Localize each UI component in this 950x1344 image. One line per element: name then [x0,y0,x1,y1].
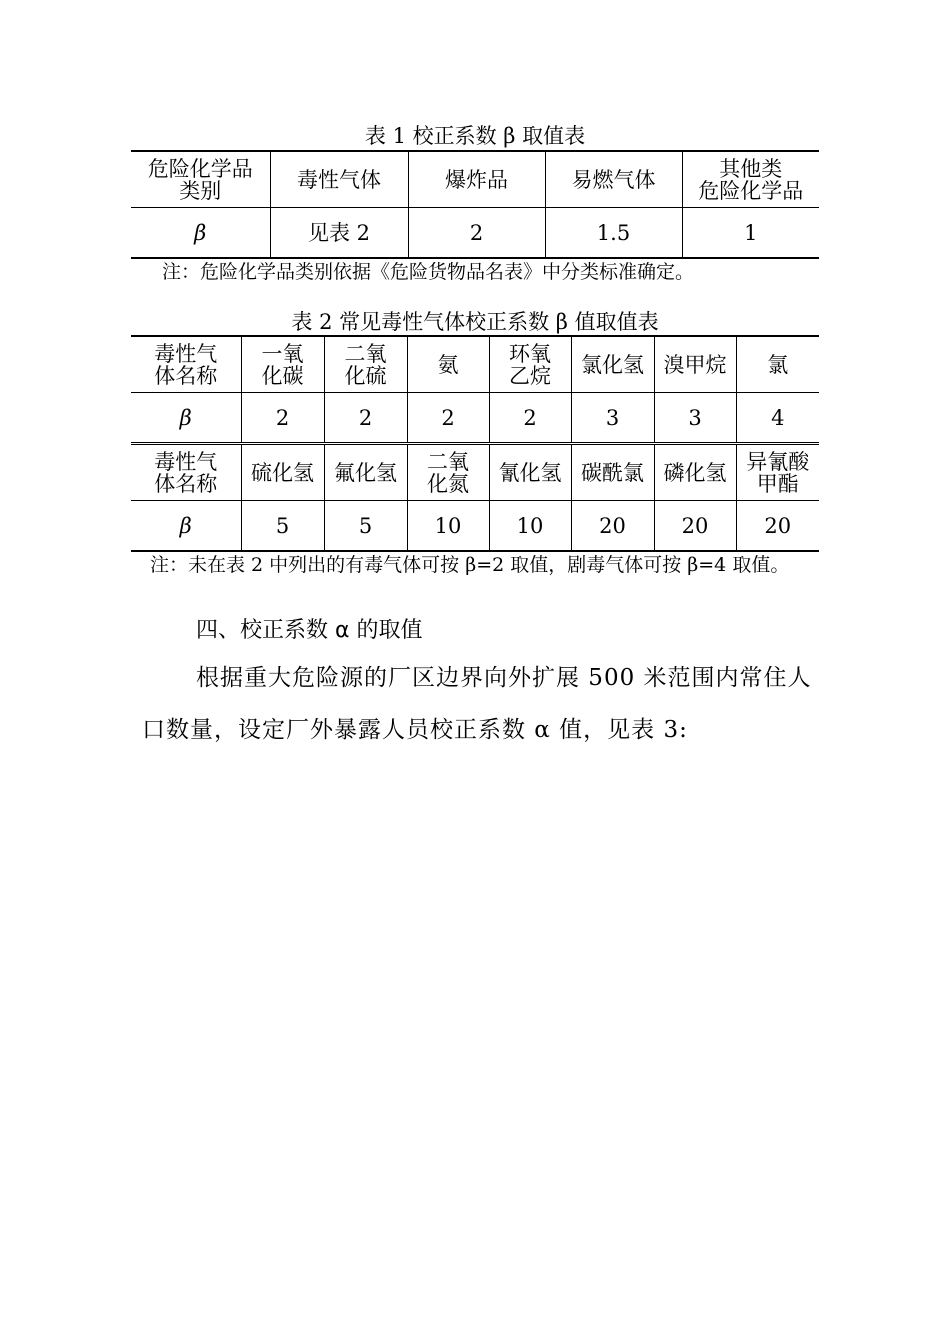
table1-header-row [131,151,819,208]
table2-name-cell: 碳酰氯 [571,444,654,501]
table1-header-cell: 危险化学品 类别 [131,151,270,208]
table2-name-cell: 磷化氢 [654,444,736,501]
table2-value-cell: 2 [241,393,324,444]
table1-note: 注：危险化学品类别依据《危险货物品名表》中分类标准确定。 [162,261,695,283]
table1-value-cell: β [131,208,270,259]
table1-caption: 表 1 校正系数 β 取值表 [364,124,586,148]
table2-name-cell: 氨 [407,336,489,393]
table2-value-cell: 2 [324,393,407,444]
table2-name-row [131,336,819,393]
table1-value-row [131,208,819,259]
table2-value-cell: β [131,393,241,444]
table2-name-cell: 异氰酸 甲酯 [736,444,819,501]
table2-value-cell: 3 [571,393,654,444]
table1-header-cell: 爆炸品 [408,151,545,208]
table2-value-cell: 5 [324,501,407,552]
table1-header-cell: 毒性气体 [270,151,408,208]
table2-name-cell: 溴甲烷 [654,336,736,393]
table2 [131,335,819,552]
table2-value-cell: 3 [654,393,736,444]
table2-name-cell: 硫化氢 [241,444,324,501]
table1-value-cell: 1.5 [545,208,682,259]
table2-name-cell: 氯 [736,336,819,393]
table2-name-cell: 氟化氢 [324,444,407,501]
table2-value-row [131,501,819,552]
table2-name-cell: 氰化氢 [489,444,571,501]
table2-name-cell: 氯化氢 [571,336,654,393]
table2-name-cell: 毒性气 体名称 [131,444,241,501]
table2-note: 注：未在表 2 中列出的有毒气体可按 β=2 取值，剧毒气体可按 β=4 取值。 [150,554,790,576]
table2-value-cell: 2 [489,393,571,444]
table2-value-cell: 4 [736,393,819,444]
table2-name-cell: 毒性气 体名称 [131,336,241,393]
table2-name-cell: 二氧 化硫 [324,336,407,393]
table2-value-cell: β [131,501,241,552]
table2-value-cell: 2 [407,393,489,444]
table2-name-cell: 环氧 乙烷 [489,336,571,393]
table2-value-cell: 10 [489,501,571,552]
table2-value-cell: 5 [241,501,324,552]
table2-value-cell: 20 [571,501,654,552]
table2-value-row [131,393,819,444]
table1-header-cell: 其他类 危险化学品 [682,151,819,208]
table1-value-cell: 1 [682,208,819,259]
table1-value-cell: 2 [408,208,545,259]
table2-value-cell: 20 [736,501,819,552]
table2-value-cell: 10 [407,501,489,552]
section-paragraph: 根据重大危险源的厂区边界向外扩展 500 米范围内常住人口数量，设定厂外暴露人员校正系数 α 值，见表 3: [142,665,812,743]
table2-name-cell: 一氧 化碳 [241,336,324,393]
table2-caption: 表 2 常见毒性气体校正系数 β 值取值表 [291,310,659,334]
table1-value-cell: 见表 2 [270,208,408,259]
table2-name-cell: 二氧 化氮 [407,444,489,501]
table1-header-cell: 易燃气体 [545,151,682,208]
table1 [131,150,819,259]
table2-value-cell: 20 [654,501,736,552]
section-heading: 四、校正系数 α 的取值 [196,618,423,643]
table2-name-row [131,444,819,501]
